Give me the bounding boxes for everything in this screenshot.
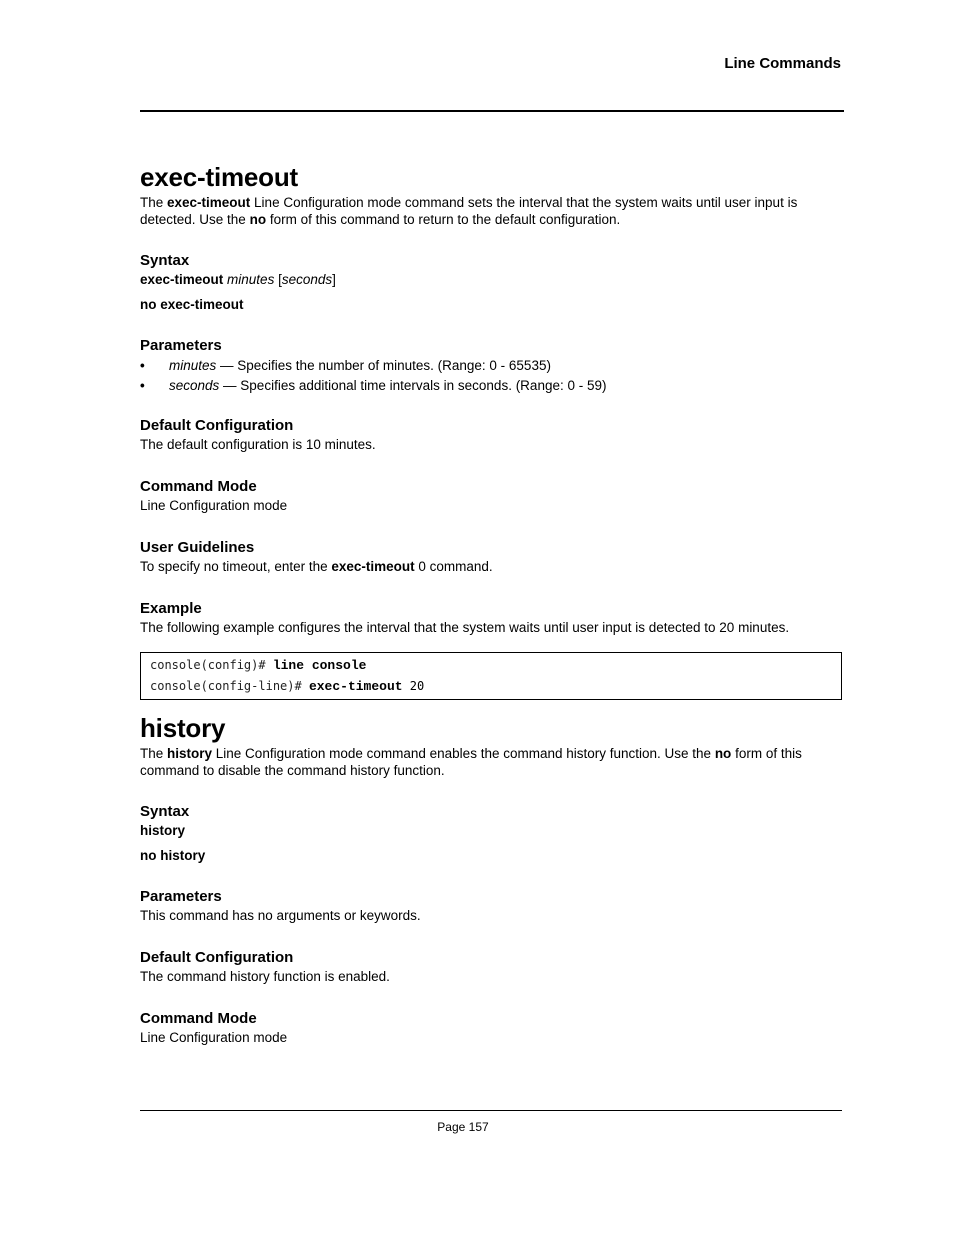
code-example <box>140 652 842 700</box>
command-mode-text: Line Configuration mode <box>140 1030 288 1045</box>
example-heading: Example <box>140 600 202 617</box>
intro-history: The history Line Configuration mode command enables the command history function. Use the no form of this command to disable the command history function. <box>140 746 802 778</box>
running-header: Line Commands <box>724 55 841 72</box>
command-mode-heading: Command Mode <box>140 1010 257 1027</box>
syntax-no-line: no exec-timeout <box>140 297 244 312</box>
syntax-no-line: no history <box>140 848 206 863</box>
command-mode-heading: Command Mode <box>140 478 257 495</box>
syntax-line: history <box>140 823 186 838</box>
header-divider <box>140 110 844 112</box>
example-text: The following example configures the interval that the system waits until user input is detected to 20 minutes. <box>140 620 790 635</box>
parameter-list <box>140 356 842 396</box>
bullet-icon: • <box>140 358 145 373</box>
list-item: • minutes — Specifies the number of minutes. (Range: 0 - 65535) <box>140 356 842 376</box>
syntax-heading: Syntax <box>140 252 190 269</box>
parameters-heading: Parameters <box>140 888 222 905</box>
command-mode-text: Line Configuration mode <box>140 498 288 513</box>
default-config-heading: Default Configuration <box>140 949 294 966</box>
code-line: console(config-line)# exec-timeout 20 <box>150 679 425 694</box>
syntax-heading: Syntax <box>140 803 190 820</box>
list-item: • seconds — Specifies additional time intervals in seconds. (Range: 0 - 59) <box>140 376 842 396</box>
user-guidelines-text: To specify no timeout, enter the exec-timeout 0 command. <box>140 559 493 574</box>
parameters-text: This command has no arguments or keywords. <box>140 908 421 923</box>
footer-divider <box>140 1110 842 1111</box>
page-content <box>140 160 842 1046</box>
section-title-exec-timeout: exec-timeout <box>140 162 298 192</box>
code-line: console(config)# line console <box>150 658 367 673</box>
default-config-text: The default configuration is 10 minutes. <box>140 437 376 452</box>
default-config-heading: Default Configuration <box>140 417 294 434</box>
parameters-heading: Parameters <box>140 337 222 354</box>
section-title-history: history <box>140 713 226 743</box>
default-config-text: The command history function is enabled. <box>140 969 390 984</box>
page-number: Page 157 <box>437 1120 489 1134</box>
syntax-line: exec-timeout minutes [seconds] <box>140 272 336 287</box>
intro-exec-timeout: The exec-timeout Line Configuration mode command sets the interval that the system waits until user input is detected. Use the no form of this command to return to the default configuration. <box>140 195 798 227</box>
user-guidelines-heading: User Guidelines <box>140 539 255 556</box>
bullet-icon: • <box>140 378 145 393</box>
